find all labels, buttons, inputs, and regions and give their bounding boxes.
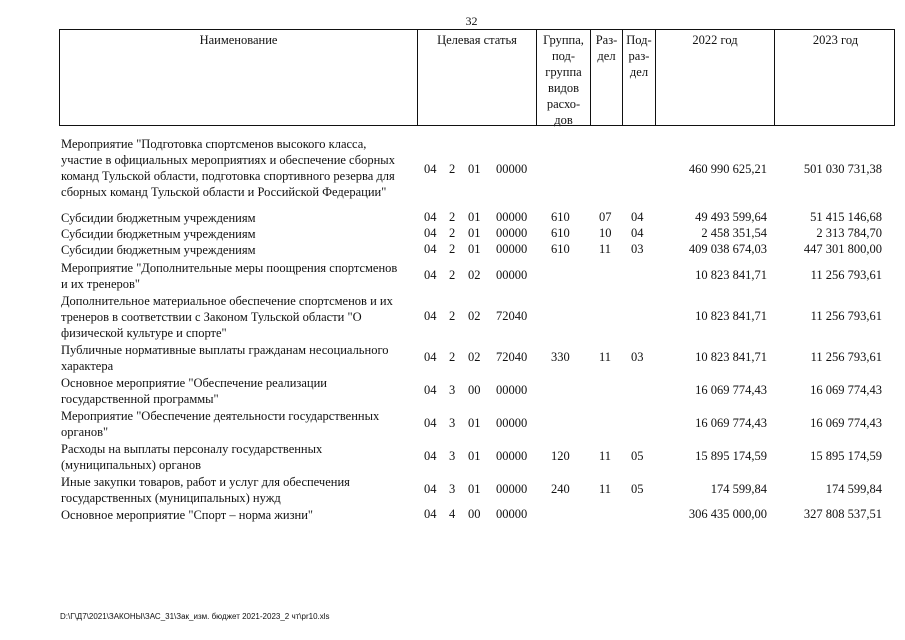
header-name: Наименование: [199, 33, 278, 47]
table-row: Расходы на выплаты персоналу государственных (муниципальных) органов 04 3 01 00000 120 11 05 15 895 174,59 15 895 174,59: [61, 442, 882, 472]
header-expense-group: Группа, под- группа видов расхо- дов: [536, 30, 590, 125]
header-target-article: Целевая статья: [417, 30, 536, 125]
header-2023: 2023 год: [774, 30, 896, 125]
table-row: Субсидии бюджетным учреждениям 04 2 01 00000 610 10 04 2 458 351,54 2 313 784,70: [61, 226, 882, 241]
row-name: Основное мероприятие "Обеспечение реализации государственной программы": [61, 376, 327, 406]
row-name: Субсидии бюджетным учреждениям: [61, 243, 256, 257]
table-row: Основное мероприятие "Обеспечение реализации государственной программы" 04 3 00 00000 16 069 774,43 16 069 774,43: [61, 376, 882, 406]
header-podrazdel: Под- раз- дел: [622, 30, 655, 125]
table-row: Субсидии бюджетным учреждениям 04 2 01 00000 610 07 04 49 493 599,64 51 415 146,68: [61, 210, 882, 225]
table-row: Основное мероприятие "Спорт – норма жизни" 04 4 00 00000 306 435 000,00 327 808 537,51: [61, 507, 882, 522]
table-row: Мероприятие "Обеспечение деятельности государственных органов" 04 3 01 00000 16 069 774,43 16 069 774,43: [61, 409, 882, 439]
table-row: Мероприятие "Дополнительные меры поощрения спортсменов и их тренеров" 04 2 02 00000 10 823 841,71 11 256 793,61: [61, 261, 882, 291]
row-name: Публичные нормативные выплаты гражданам несоциального характера: [61, 343, 389, 373]
table-header: [59, 29, 895, 126]
table-row: Мероприятие "Подготовка спортсменов высокого класса, участие в официальных мероприятиях и обеспечение сборных команд Тульской области, подготовка спортивного резерва для сборных команд Тульской области и Российской Федерации" 04 2 01 00000 460 990 625,21 501 030 731,38: [61, 137, 882, 199]
table-row: Иные закупки товаров, работ и услуг для обеспечения государственных (муниципальных) нужд 04 3 01 00000 240 11 05 174 599,84 174 599,84: [61, 475, 882, 505]
file-path-footer: D:\Г\Д7\2021\ЗАКОНЫ\ЗАС_31\Зак_изм. бюджет 2021-2023_2 чт\pr10.xls: [60, 612, 330, 621]
row-name: Дополнительное материальное обеспечение спортсменов и их тренеров в соответствии с Законом Тульской области "О физической культуре и спорте": [61, 294, 393, 340]
row-name: Мероприятие "Дополнительные меры поощрения спортсменов и их тренеров": [61, 261, 398, 291]
page-number: 32: [465, 14, 478, 28]
row-name: Основное мероприятие "Спорт – норма жизни": [61, 508, 314, 522]
table-row: Публичные нормативные выплаты гражданам несоциального характера 04 2 02 72040 330 11 03 10 823 841,71 11 256 793,61: [61, 343, 882, 373]
header-2022: 2022 год: [655, 30, 774, 125]
row-name: Мероприятие "Подготовка спортсменов высокого класса, участие в официальных мероприятиях и обеспечение сборных команд Тульской области, подготовка спортивного резерва для сборных команд Тульской области и Российской Федерации": [61, 137, 395, 199]
row-name: Субсидии бюджетным учреждениям: [61, 211, 256, 225]
table-row: Субсидии бюджетным учреждениям 04 2 01 00000 610 11 03 409 038 674,03 447 301 800,00: [61, 242, 882, 257]
row-name: Расходы на выплаты персоналу государственных (муниципальных) органов: [61, 442, 323, 472]
row-name: Иные закупки товаров, работ и услуг для обеспечения государственных (муниципальных) нужд: [61, 475, 350, 505]
table-row: Дополнительное материальное обеспечение спортсменов и их тренеров в соответствии с Законом Тульской области "О физической культуре и спорте" 04 2 02 72040 10 823 841,71 11 256 793,61: [61, 294, 882, 340]
row-name: Субсидии бюджетным учреждениям: [61, 227, 256, 241]
row-name: Мероприятие "Обеспечение деятельности государственных органов": [61, 409, 380, 439]
header-razdel: Раз- дел: [590, 30, 622, 125]
